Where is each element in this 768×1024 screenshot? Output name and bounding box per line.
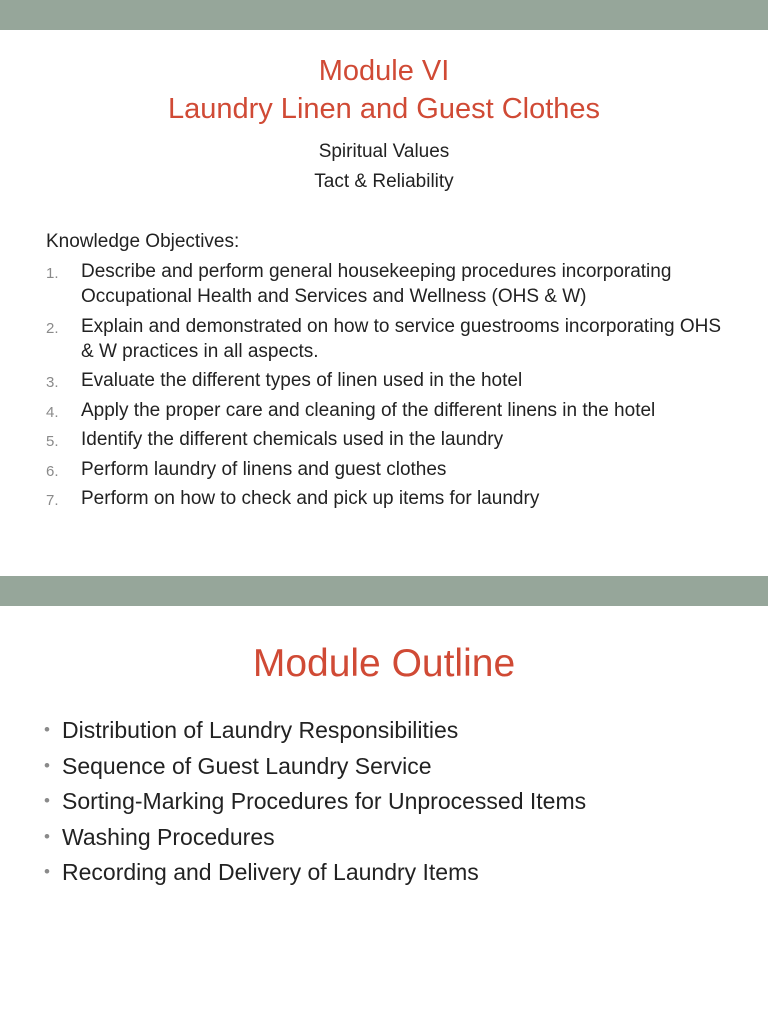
objective-number: 2. bbox=[46, 319, 59, 337]
subtitle-tact-reliability: Tact & Reliability bbox=[314, 171, 454, 192]
objective-number: 5. bbox=[46, 433, 59, 450]
bullet-icon: • bbox=[44, 720, 50, 739]
outline-item bbox=[44, 858, 586, 886]
outline-item-text: Sorting-Marking Procedures for Unprocessed Items bbox=[62, 788, 587, 814]
objective-item bbox=[46, 457, 736, 482]
objective-item bbox=[46, 427, 736, 452]
objectives-heading: Knowledge Objectives: bbox=[46, 231, 240, 252]
outline-item-text: Sequence of Guest Laundry Service bbox=[62, 752, 432, 779]
objective-text: Explain and demonstrated on how to service guestrooms incorporating OHS & W practices in all aspects. bbox=[81, 315, 722, 362]
objective-number: 4. bbox=[46, 403, 59, 421]
outline-item-text: Recording and Delivery of Laundry Items bbox=[62, 859, 479, 885]
objective-text: Apply the proper care and cleaning of the different linens in the hotel bbox=[81, 399, 656, 421]
slide-header-bar bbox=[0, 576, 768, 606]
outline-item-text: Distribution of Laundry Responsibilities bbox=[62, 717, 459, 743]
bullet-icon: • bbox=[44, 791, 50, 810]
bullet-icon: • bbox=[44, 862, 50, 881]
objective-text: Evaluate the different types of linen used in the hotel bbox=[81, 370, 523, 391]
objective-item bbox=[46, 368, 736, 393]
slide-module-outline bbox=[0, 576, 768, 1024]
slide-title-line-1: Module VI bbox=[318, 55, 450, 87]
objectives-list bbox=[46, 259, 736, 516]
objective-item bbox=[46, 398, 736, 423]
outline-item-text: Washing Procedures bbox=[62, 823, 275, 850]
subtitle-spiritual-values: Spiritual Values bbox=[318, 141, 450, 162]
outline-item bbox=[44, 716, 586, 744]
objective-text: Perform laundry of linens and guest clothes bbox=[81, 458, 447, 480]
objective-number: 1. bbox=[46, 265, 59, 282]
outline-list bbox=[44, 716, 586, 894]
objective-number: 6. bbox=[46, 462, 59, 480]
slide-title-line-2: Laundry Linen and Guest Clothes bbox=[167, 93, 601, 125]
slide-header-bar bbox=[0, 0, 768, 30]
objective-text: Perform on how to check and pick up items for laundry bbox=[81, 488, 540, 509]
objective-item bbox=[46, 259, 736, 309]
objective-item bbox=[46, 486, 736, 511]
outline-item bbox=[44, 752, 586, 780]
objective-number: 3. bbox=[46, 374, 59, 391]
objective-number: 7. bbox=[46, 492, 59, 509]
objective-text: Describe and perform general housekeeping procedures incorporating Occupational Health and Services and Wellness (OHS & W) bbox=[81, 261, 672, 307]
bullet-icon: • bbox=[44, 755, 50, 775]
outline-title: Module Outline bbox=[252, 642, 516, 685]
outline-item bbox=[44, 787, 586, 815]
outline-item bbox=[44, 823, 586, 851]
bullet-icon: • bbox=[44, 826, 50, 846]
objective-item bbox=[46, 314, 736, 364]
objective-text: Identify the different chemicals used in the laundry bbox=[81, 429, 504, 450]
